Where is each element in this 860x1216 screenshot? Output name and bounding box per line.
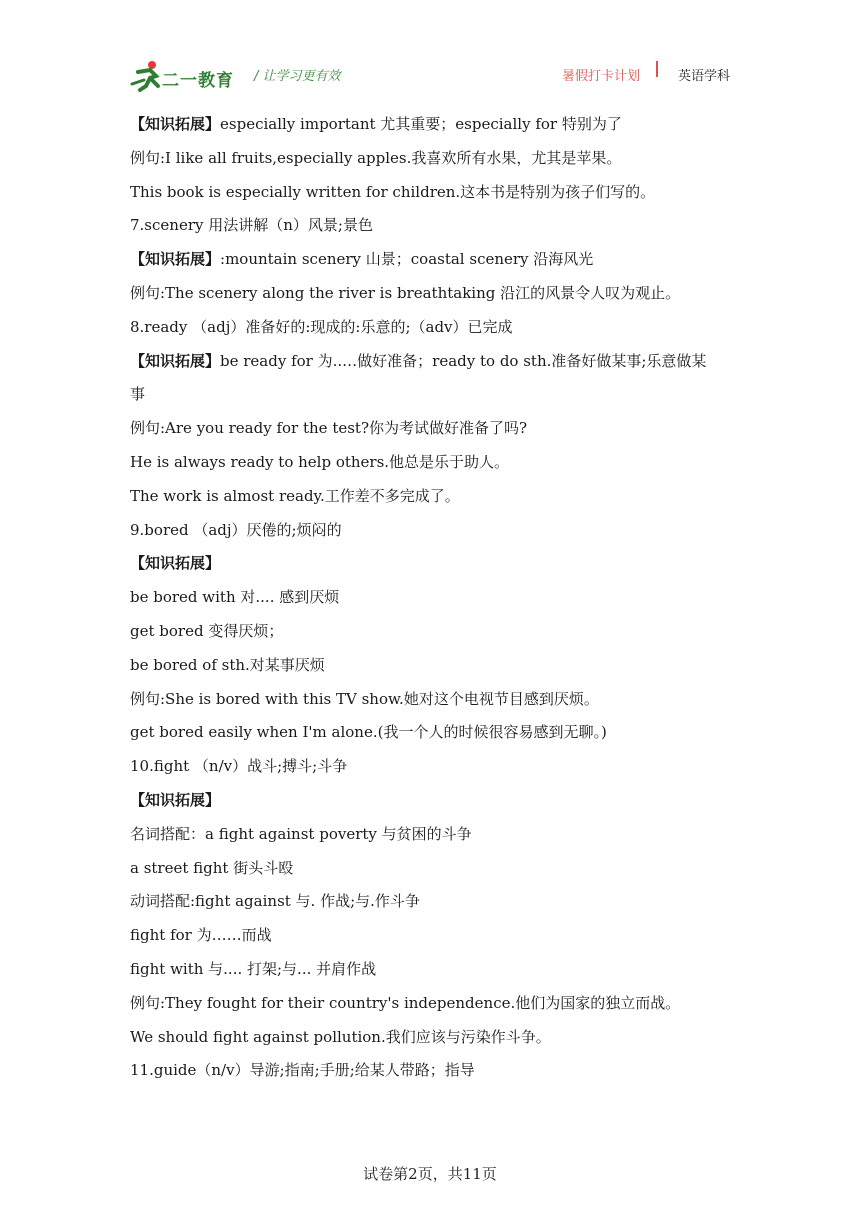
text-line: 【知识拓展】especially important 尤其重要；especially for 特别为了	[130, 115, 622, 133]
text-line: 事	[130, 385, 146, 404]
text-line: 10.fight （n/v）战斗;搏斗;斗争	[130, 757, 348, 776]
text-line: a street fight 街头斗殴	[130, 858, 294, 877]
plan-label: 暑假打卡计划	[561, 69, 640, 84]
text-line: 例句:They fought for their country's independence.他们为国家的独立而战。	[130, 993, 681, 1012]
text-line: He is always ready to help others.他总是乐于助人。	[130, 452, 510, 471]
text-line: The work is almost ready.工作差不多完成了。	[130, 486, 460, 505]
text-line: be bored of sth.对某事厌烦	[130, 655, 325, 674]
text-line: 7.scenery 用法讲解（n）风景;景色	[130, 216, 373, 235]
text-line: 例句:Are you ready for the test?你为考试做好准备了吗?	[130, 419, 528, 438]
subject-label: 英语学科	[677, 69, 730, 84]
text-line: fight with 与.... 打架;与... 并肩作战	[130, 959, 377, 978]
text-line: be bored with 对.... 感到厌烦	[130, 588, 340, 607]
text-line: 例句:She is bored with this TV show.她对这个电视节目感到厌烦。	[130, 689, 599, 708]
text-line: 9.bored （adj）厌倦的;烦闷的	[130, 520, 342, 539]
text-line: We should fight against pollution.我们应该与污染作斗争。	[130, 1027, 551, 1046]
text-line: 【知识拓展】	[130, 790, 221, 809]
text-line: 【知识拓展】:mountain scenery 山景；coastal scenery 沿海风光	[130, 250, 594, 269]
text-line: fight for 为……而战	[130, 926, 272, 945]
logo	[130, 60, 242, 92]
text-line: 【知识拓展】be ready for 为..…做好准备；ready to do sth.准备好做某事;乐意做某	[130, 351, 707, 370]
page-footer: 试卷第2页，共11页	[363, 1165, 497, 1183]
text-line: 【知识拓展】	[130, 554, 221, 573]
text-line: 例句:I like all fruits,especially apples.我喜欢所有水果，尤其是苹果。	[130, 148, 622, 167]
text-line: 动词搭配:fight against 与. 作战;与.作斗争	[130, 892, 420, 911]
logo-text: 二一教育	[162, 71, 234, 91]
slogan: / 让学习更有效	[254, 69, 341, 84]
text-line: get bored easily when I'm alone.(我一个人的时候很容易感到无聊。)	[130, 723, 607, 742]
text-line: This book is especially written for children.这本书是特别为孩子们写的。	[130, 182, 656, 201]
document-body	[130, 108, 740, 1088]
text-line: 8.ready （adj）准备好的:现成的:乐意的;（adv）已完成	[130, 317, 513, 336]
page-header	[130, 56, 730, 96]
text-line: 例句:The scenery along the river is breathtaking 沿江的风景令人叹为观止。	[130, 283, 681, 302]
text-line: get bored 变得厌烦；	[130, 621, 284, 640]
runner-logo-icon	[130, 60, 164, 92]
text-line: 11.guide（n/v）导游;指南;手册;给某人带路；指导	[130, 1061, 475, 1080]
header-divider	[656, 61, 658, 77]
text-line: 名词搭配：a fight against poverty 与贫困的斗争	[130, 824, 472, 843]
